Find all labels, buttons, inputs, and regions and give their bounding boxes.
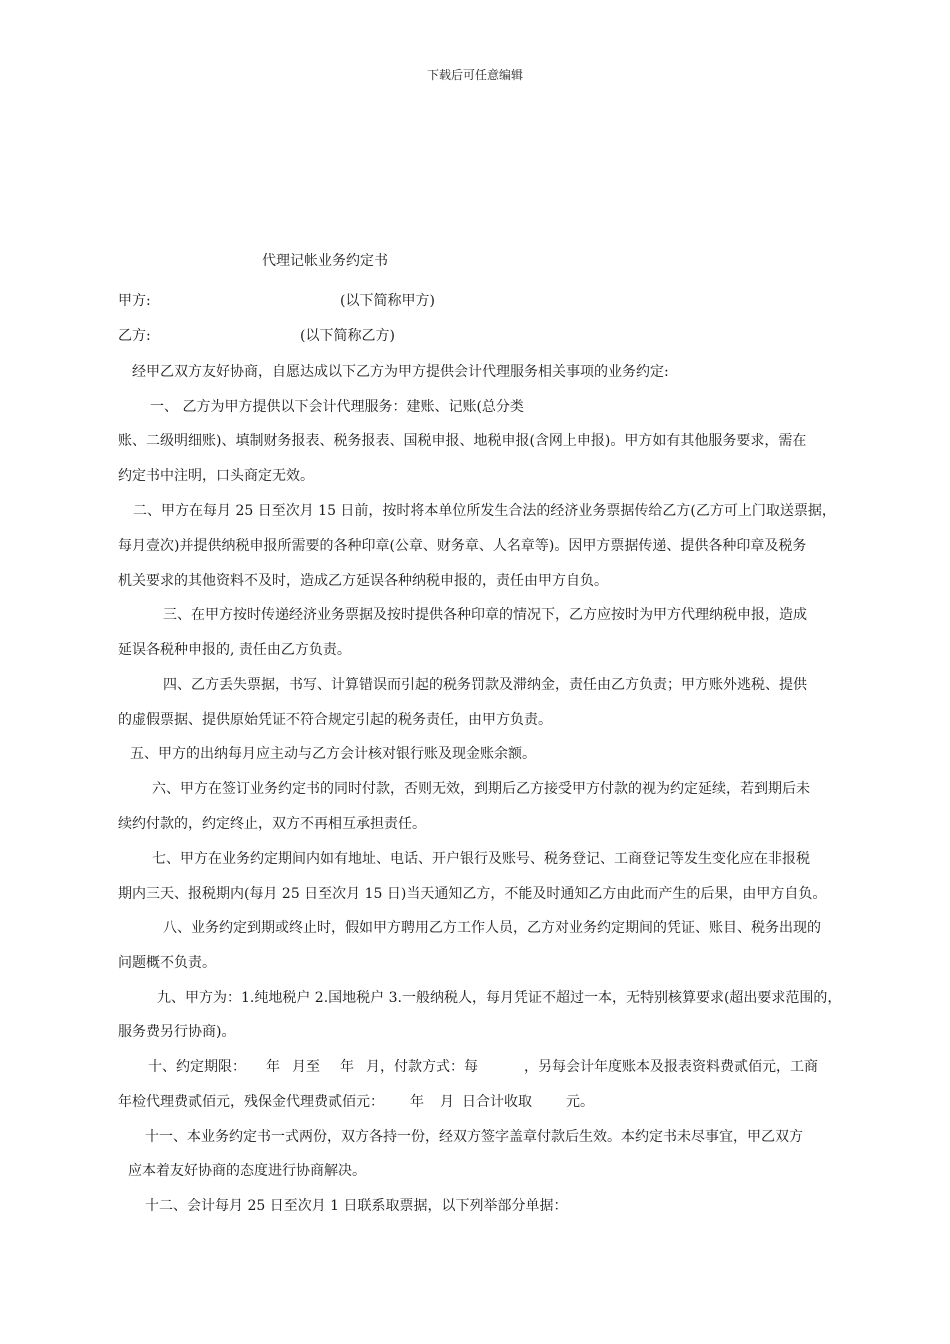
clause-10-year-3: 年 (410, 1094, 424, 1110)
party-b-label: 乙方: (118, 328, 151, 344)
clause-9-line-2: 服务费另行协商)。 (118, 1024, 236, 1040)
party-a-suffix: (以下简称甲方) (340, 293, 435, 309)
clause-7-line-2: 期内三天、报税期内(每月 25 日至次月 15 日)当天通知乙方，不能及时通知乙方由此而产生的后果，由甲方自负。 (118, 886, 827, 902)
clause-3-line-2: 延误各税种申报的, 责任由乙方负责。 (118, 642, 351, 658)
clause-1-line-2: 账、二级明细账)、填制财务报表、税务报表、国税申报、地税申报(含网上申报)。甲方如有其他服务要求，需在 (118, 433, 807, 449)
intro-paragraph: 经甲乙双方友好协商，自愿达成以下乙方为甲方提供会计代理服务相关事项的业务约定: (132, 364, 669, 380)
clause-10-year-2: 年 (340, 1059, 354, 1075)
clause-10-yuan: 元。 (566, 1094, 594, 1110)
clause-10-line-1 (148, 1058, 818, 1076)
clause-10-fees: ，另每会计年度账本及报表资料费贰佰元，工商 (524, 1059, 818, 1075)
clause-10-total-label: 日合计收取 (462, 1094, 532, 1110)
clause-2-line-3: 机关要求的其他资料不及时，造成乙方延误各种纳税申报的，责任由甲方自负。 (118, 573, 608, 589)
clause-10-month-to: 月至 (292, 1059, 320, 1075)
clause-4-line-2: 的虚假票据、提供原始凭证不符合规定引起的税务责任，由甲方负责。 (118, 712, 552, 728)
clause-10-payment: 月，付款方式：每 (366, 1059, 478, 1075)
party-a-label: 甲方: (118, 293, 151, 309)
clause-10-fees-2: 年检代理费贰佰元，残保金代理费贰佰元： (118, 1094, 384, 1110)
clause-2-line-1: 二、甲方在每月 25 日至次月 15 日前，按时将本单位所发生合法的经济业务票据传给乙方(乙方可上门取送票据， (133, 503, 836, 519)
clause-10-month-3: 月 (440, 1094, 454, 1110)
clause-2-line-2: 每月壹次)并提供纳税申报所需要的各种印章(公章、财务章、人名章等)。因甲方票据传递、提供各种印章及税务 (118, 538, 807, 554)
clause-1-line-3: 约定书中注明，口头商定无效。 (118, 468, 314, 484)
clause-11-line-1: 十一、本业务约定书一式两份，双方各持一份，经双方签字盖章付款后生效。本约定书未尽事宜，甲乙双方 (145, 1129, 803, 1145)
clause-6-line-1: 六、甲方在签订业务约定书的同时付款，否则无效，到期后乙方接受甲方付款的视为约定延续，若到期后未 (152, 781, 810, 797)
clause-5-line-1: 五、甲方的出纳每月应主动与乙方会计核对银行账及现金账余额。 (130, 746, 536, 762)
party-b-suffix: (以下简称乙方) (300, 328, 395, 344)
clause-4-line-1: 四、乙方丢失票据，书写、计算错误而引起的税务罚款及滞纳金，责任由乙方负责；甲方账外逃税、提供 (163, 677, 807, 693)
clause-10-year-1: 年 (266, 1059, 280, 1075)
clause-11-line-2: 应本着友好协商的态度进行协商解决。 (128, 1163, 366, 1179)
clause-7-line-1: 七、甲方在业务约定期间内如有地址、电话、开户银行及账号、税务登记、工商登记等发生变化应在非报税 (152, 851, 810, 867)
clause-8-line-2: 问题概不负责。 (118, 955, 216, 971)
clause-8-line-1: 八、业务约定到期或终止时，假如甲方聘用乙方工作人员，乙方对业务约定期间的凭证、账目、税务出现的 (163, 920, 821, 936)
clause-9-line-1: 九、甲方为：1.纯地税户 2.国地税户 3.一般纳税人，每月凭证不超过一本，无特别核算要求(超出要求范围的， (157, 990, 842, 1006)
clause-1-line-1: 一、 乙方为甲方提供以下会计代理服务：建账、记账(总分类 (150, 399, 524, 415)
clause-6-line-2: 续约付款的，约定终止，双方不再相互承担责任。 (118, 816, 426, 832)
clause-10-line-2 (118, 1093, 594, 1111)
clause-3-line-1: 三、在甲方按时传递经济业务票据及按时提供各种印章的情况下，乙方应按时为甲方代理纳税申报，造成 (163, 607, 807, 623)
clause-10-term-label: 十、约定期限： (148, 1059, 246, 1075)
header-note: 下载后可任意编辑 (426, 68, 523, 82)
document-title: 代理记帐业务约定书 (262, 253, 388, 269)
clause-12-line-1: 十二、会计每月 25 日至次月 1 日联系取票据，以下列举部分单据： (145, 1198, 568, 1214)
